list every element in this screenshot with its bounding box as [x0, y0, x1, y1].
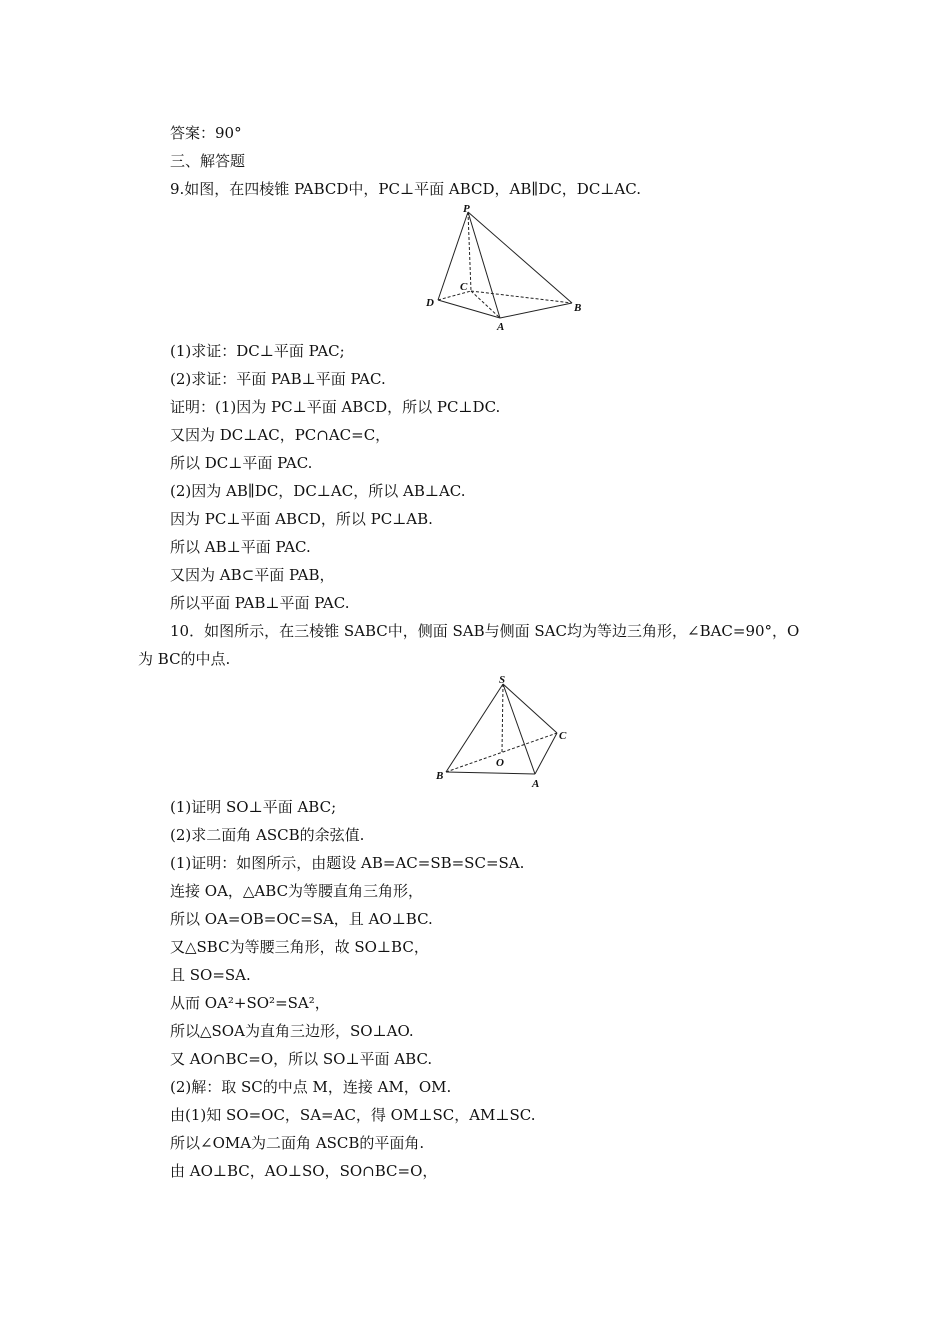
line-proof-6: 所以 AB⊥平面 PAC. [170, 538, 311, 556]
label-S: S [499, 674, 506, 686]
line-problem-10-cont: 为 BC的中点. [138, 650, 231, 668]
line-sol-6: 从而 OA²+SO²=SA²， [170, 994, 330, 1012]
line-proof-3: 所以 DC⊥平面 PAC. [170, 454, 313, 472]
label-D: D [426, 297, 434, 309]
line-q2: (2)求证：平面 PAB⊥平面 PAC. [170, 370, 386, 388]
line-q1: (1)求证：DC⊥平面 PAC; [170, 342, 345, 360]
line-sol-2: 连接 OA，△ABC为等腰直角三角形， [170, 882, 424, 900]
label-O: O [496, 757, 504, 769]
line-sol-12: 由 AO⊥BC，AO⊥SO，SO∩BC=O， [170, 1162, 438, 1180]
line-sol-10: 由(1)知 SO=OC，SA=AC，得 OM⊥SC，AM⊥SC. [170, 1106, 536, 1124]
line-sol-11: 所以∠OMA为二面角 ASCB的平面角. [170, 1134, 425, 1152]
line-q10-1: (1)证明 SO⊥平面 ABC; [170, 798, 337, 816]
line-answer: 答案：90° [170, 124, 242, 142]
line-sol-9: (2)解：取 SC的中点 M，连接 AM，OM. [170, 1078, 452, 1096]
label-C: C [460, 281, 468, 293]
line-q10-2: (2)求二面角 ASCB的余弦值. [170, 826, 365, 844]
line-sol-4: 又△SBC为等腰三角形，故 SO⊥BC， [170, 938, 429, 956]
label-B: B [574, 302, 582, 314]
line-proof-4: (2)因为 AB∥DC，DC⊥AC，所以 AB⊥AC. [170, 482, 466, 500]
line-proof-2: 又因为 DC⊥AC，PC∩AC=C， [170, 426, 391, 444]
line-sol-1: (1)证明：如图所示，由题设 AB=AC=SB=SC=SA. [170, 854, 525, 872]
label-P: P [463, 204, 470, 215]
line-sol-3: 所以 OA=OB=OC=SA，且 AO⊥BC. [170, 910, 433, 928]
label-B: B [436, 770, 444, 782]
line-proof-8: 所以平面 PAB⊥平面 PAC. [170, 594, 350, 612]
line-proof-7: 又因为 AB⊂平面 PAB， [170, 566, 335, 584]
line-problem-10: 10．如图所示，在三棱锥 SABC中，侧面 SAB与侧面 SAC均为等边三角形，∠BAC=90°，O [170, 622, 800, 640]
line-sol-7: 所以△SOA为直角三边形，SO⊥AO. [170, 1022, 414, 1040]
figure-pyramid-pabcd [420, 204, 590, 340]
line-problem-9: 9.如图，在四棱锥 PABCD中，PC⊥平面 ABCD，AB∥DC，DC⊥AC. [170, 180, 641, 198]
figure-pyramid-sabc [430, 672, 580, 796]
line-proof-1: 证明：(1)因为 PC⊥平面 ABCD，所以 PC⊥DC. [170, 398, 501, 416]
line-section-heading: 三、解答题 [170, 152, 246, 170]
label-A: A [497, 321, 505, 333]
label-C: C [559, 730, 567, 742]
line-proof-5: 因为 PC⊥平面 ABCD，所以 PC⊥AB. [170, 510, 433, 528]
line-sol-8: 又 AO∩BC=O，所以 SO⊥平面 ABC. [170, 1050, 433, 1068]
line-sol-5: 且 SO=SA. [170, 966, 251, 984]
label-A: A [532, 778, 540, 790]
